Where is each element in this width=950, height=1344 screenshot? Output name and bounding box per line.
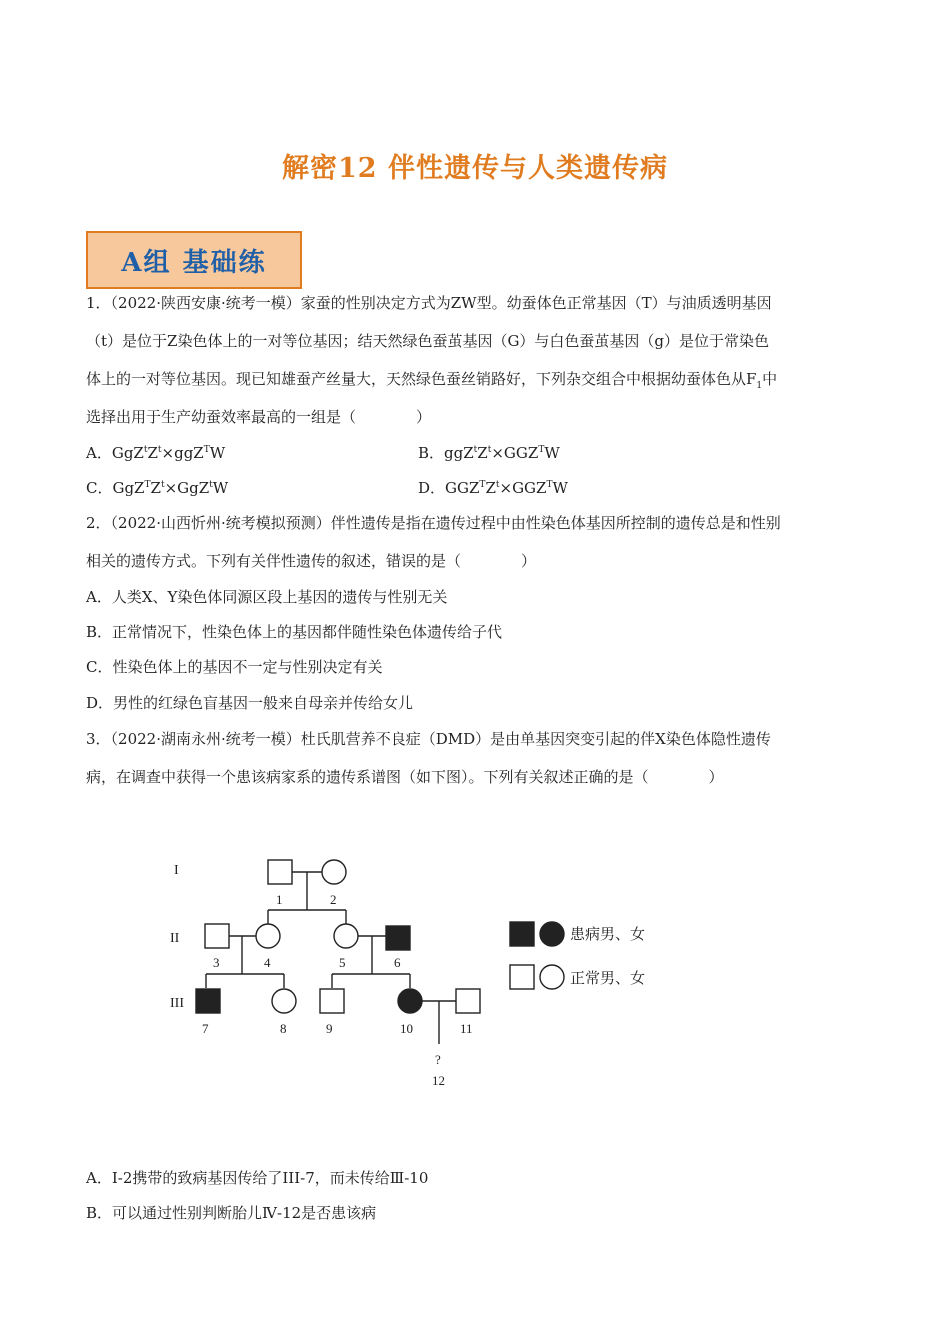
q1-option-d[interactable]: D．$GGZ^TZ^t\times GGZ^TW$ [418,479,568,497]
generation-label-3: III [170,996,184,1011]
pedigree-chart [160,852,680,1092]
q3-option-b[interactable]: B．可以通过性别判断胎儿Ⅳ-12是否患该病 [86,1204,377,1222]
individual-iii9 [320,989,344,1013]
label-3: 3 [213,955,220,970]
q1-line-4: 选择出用于生产幼蚕效率最高的一组是（ ） [86,408,432,426]
label-12: 12 [432,1073,445,1088]
label-5: 5 [339,955,346,970]
label-4: 4 [264,955,271,970]
individual-ii5 [334,924,358,948]
q1-line-1: 1．（2022·陕西安康·统考一模）家蚕的性别决定方式为ZW型。幼蚕体色正常基因（T）与油质透明基因 [86,294,772,312]
label-6: 6 [394,955,401,970]
individual-ii3 [205,924,229,948]
q3-line-2: 病，在调查中获得一个患该病家系的遗传系谱图（如下图）。下列有关叙述正确的是（ ） [86,768,724,786]
q1-line-2: （t）是位于Z染色体上的一对等位基因；结天然绿色蚕茧基因（G）与白色蚕茧基因（g）是位于常染色 [86,332,770,350]
individual-iii10 [398,989,422,1013]
individual-ii4 [256,924,280,948]
section-label: A组 基础练 [121,247,267,278]
q1-option-b[interactable]: B．$ggZ^tZ^t\times GGZ^TW$ [418,444,560,462]
individual-ii6 [386,926,410,950]
legend-affected-female [540,922,564,946]
q2-option-d[interactable]: D．男性的红绿色盲基因一般来自母亲并传给女儿 [86,694,414,712]
label-2: 2 [330,892,337,907]
q1-option-a[interactable]: A．$GgZ^tZ^t\times ggZ^TW$ [86,444,226,462]
label-unknown: ? [435,1052,441,1067]
label-8: 8 [280,1021,287,1036]
label-11: 11 [460,1021,473,1036]
q2-line-2: 相关的遗传方式。下列有关伴性遗传的叙述，错误的是（ ） [86,552,537,570]
q1-option-c[interactable]: C．$GgZ^TZ^t\times GgZ^tW$ [86,479,229,497]
label-1: 1 [276,892,283,907]
q1-line-3: 体上的一对等位基因。现已知雄蚕产丝量大，天然绿色蚕丝销路好，下列杂交组合中根据幼蚕体色从$F_1$中 [86,370,778,391]
individual-iii8 [272,989,296,1013]
q2-option-b[interactable]: B．正常情况下，性染色体上的基因都伴随性染色体遗传给子代 [86,623,503,641]
q2-option-a[interactable]: A．人类X、Y染色体同源区段上基因的遗传与性别无关 [86,588,448,606]
generation-label-1: I [174,863,179,878]
legend-affected-male [510,922,534,946]
label-10: 10 [400,1021,413,1036]
legend-affected-label: 患病男、女 [570,925,646,943]
page-title: 解密12 伴性遗传与人类遗传病 [282,153,668,184]
label-7: 7 [202,1021,209,1036]
q3-line-1: 3．（2022·湖南永州·统考一模）杜氏肌营养不良症（DMD）是由单基因突变引起的伴X染色体隐性遗传 [86,730,771,748]
q3-option-a[interactable]: A．I-2携带的致病基因传给了III-7，而未传给Ⅲ-10 [86,1169,429,1187]
individual-iii7 [196,989,220,1013]
individual-iii11 [456,989,480,1013]
q2-line-1: 2．（2022·山西忻州·统考模拟预测）伴性遗传是指在遗传过程中由性染色体基因所控制的遗传总是和性别 [86,514,781,532]
label-9: 9 [326,1021,333,1036]
q2-option-c[interactable]: C．性染色体上的基因不一定与性别决定有关 [86,658,383,676]
section-header [86,231,302,289]
individual-i2 [322,860,346,884]
legend-normal-male [510,965,534,989]
legend-normal-female [540,965,564,989]
individual-i1 [268,860,292,884]
generation-label-2: II [170,931,180,946]
legend-normal-label: 正常男、女 [570,969,646,987]
